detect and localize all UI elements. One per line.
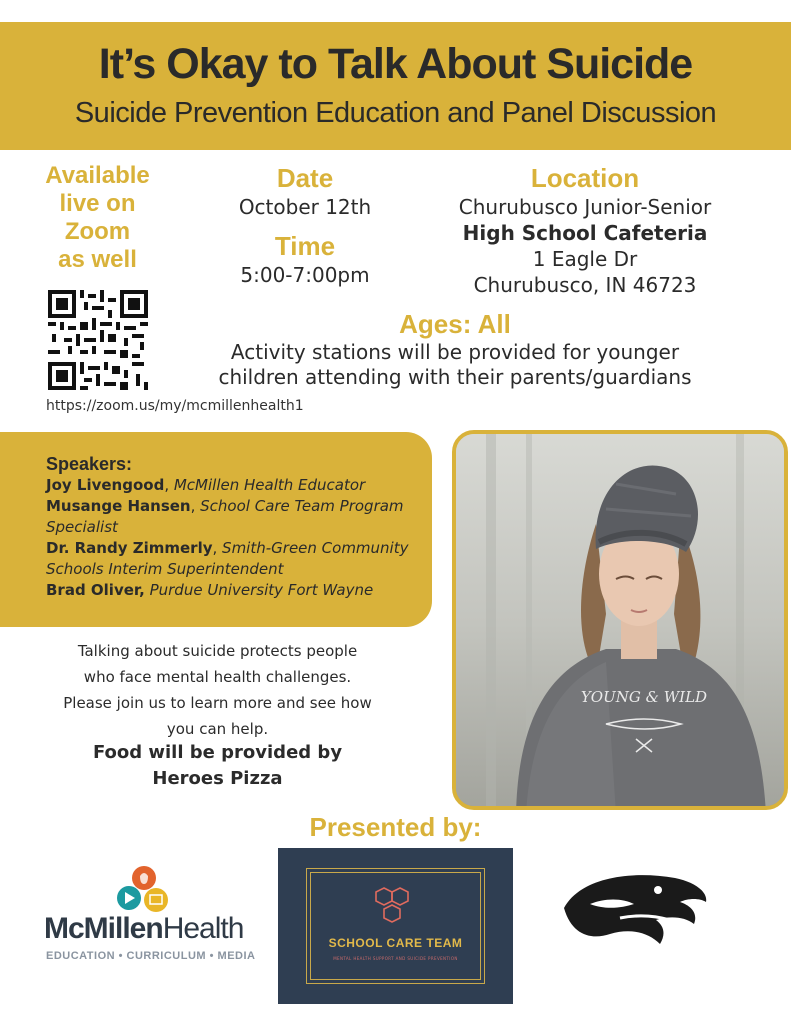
date-heading: Date [276, 163, 334, 193]
date-time-block [215, 162, 395, 288]
time-value: 5:00-7:00pm [240, 263, 370, 287]
speakers-heading: Speakers: [46, 454, 133, 474]
mcmillen-name-rest: Health [162, 912, 244, 945]
shirt-text: YOUNG & WILD [580, 688, 708, 706]
ages-block [180, 308, 730, 390]
time-heading: Time [274, 231, 336, 261]
photo-illustration [456, 434, 788, 810]
hawk-mascot-logo [560, 868, 710, 948]
ages-note-line: Activity stations will be provided for younger [230, 340, 680, 364]
zoom-availability-note [30, 162, 165, 274]
school-care-team-title: SCHOOL CARE TEAM [328, 936, 463, 950]
message-line: Talking about suicide protects people [77, 642, 358, 660]
speaker-name: Brad Oliver, [46, 581, 145, 599]
location-heading: Location [530, 163, 640, 193]
food-note [40, 740, 395, 792]
speaker-name: Musange Hansen [46, 497, 191, 515]
woman-photo [452, 430, 788, 810]
event-message [40, 638, 395, 742]
mcmillen-name-bold: McMillen [44, 912, 163, 945]
speaker-name: Dr. Randy Zimmerly [46, 539, 213, 557]
zoom-note-line: live on [59, 190, 136, 217]
location-block [430, 162, 740, 298]
ages-note-line: children attending with their parents/guardians [218, 365, 692, 389]
food-line: Food will be provided by [92, 742, 343, 763]
message-line: Please join us to learn more and see how [63, 694, 372, 712]
zoom-link[interactable]: https://zoom.us/my/mcmillenhealth1 [46, 398, 304, 414]
zoom-note-line: as well [58, 246, 137, 273]
zoom-note-line: Available [45, 162, 150, 189]
location-line: High School Cafeteria [462, 221, 708, 245]
speaker-role: McMillen Health Educator [173, 476, 366, 494]
speaker-role: Smith-Green Community Schools Interim Superintendent [46, 539, 409, 578]
food-line: Heroes Pizza [152, 768, 283, 789]
mcmillen-wordmark [44, 912, 243, 946]
page-subtitle: Suicide Prevention Education and Panel Discussion [74, 97, 717, 129]
date-value: October 12th [238, 195, 372, 219]
speaker-separator: , [164, 476, 174, 494]
message-line: you can help. [166, 720, 269, 738]
presented-by-heading: Presented by: [309, 812, 482, 842]
mcmillen-tagline: EDUCATION • CURRICULUM • MEDIA [46, 950, 256, 962]
speaker-role: School Care Team Program Specialist [46, 497, 404, 536]
location-line: 1 Eagle Dr [532, 247, 638, 271]
speaker-item [46, 538, 426, 580]
ages-heading: Ages: All [399, 309, 511, 339]
location-line: Churubusco Junior-Senior [458, 195, 712, 219]
school-care-team-subtitle: MENTAL HEALTH SUPPORT AND SUICIDE PREVENTION [333, 956, 458, 961]
message-line: who face mental health challenges. [83, 668, 352, 686]
location-line: Churubusco, IN 46723 [473, 273, 697, 297]
speaker-separator: , [190, 497, 201, 515]
school-care-team-logo [278, 848, 513, 1004]
speaker-item [46, 475, 426, 496]
speaker-item [46, 580, 426, 601]
speaker-name: Joy Livengood [46, 476, 165, 494]
speaker-role: Purdue University Fort Wayne [149, 581, 374, 599]
speakers-list [46, 454, 426, 601]
qr-code-icon[interactable] [48, 290, 148, 390]
speaker-item [46, 496, 426, 538]
zoom-note-line: Zoom [64, 218, 131, 245]
speaker-separator: , [212, 539, 223, 557]
page-title: It’s Okay to Talk About Suicide [98, 40, 693, 88]
hexagons-icon [370, 886, 420, 928]
